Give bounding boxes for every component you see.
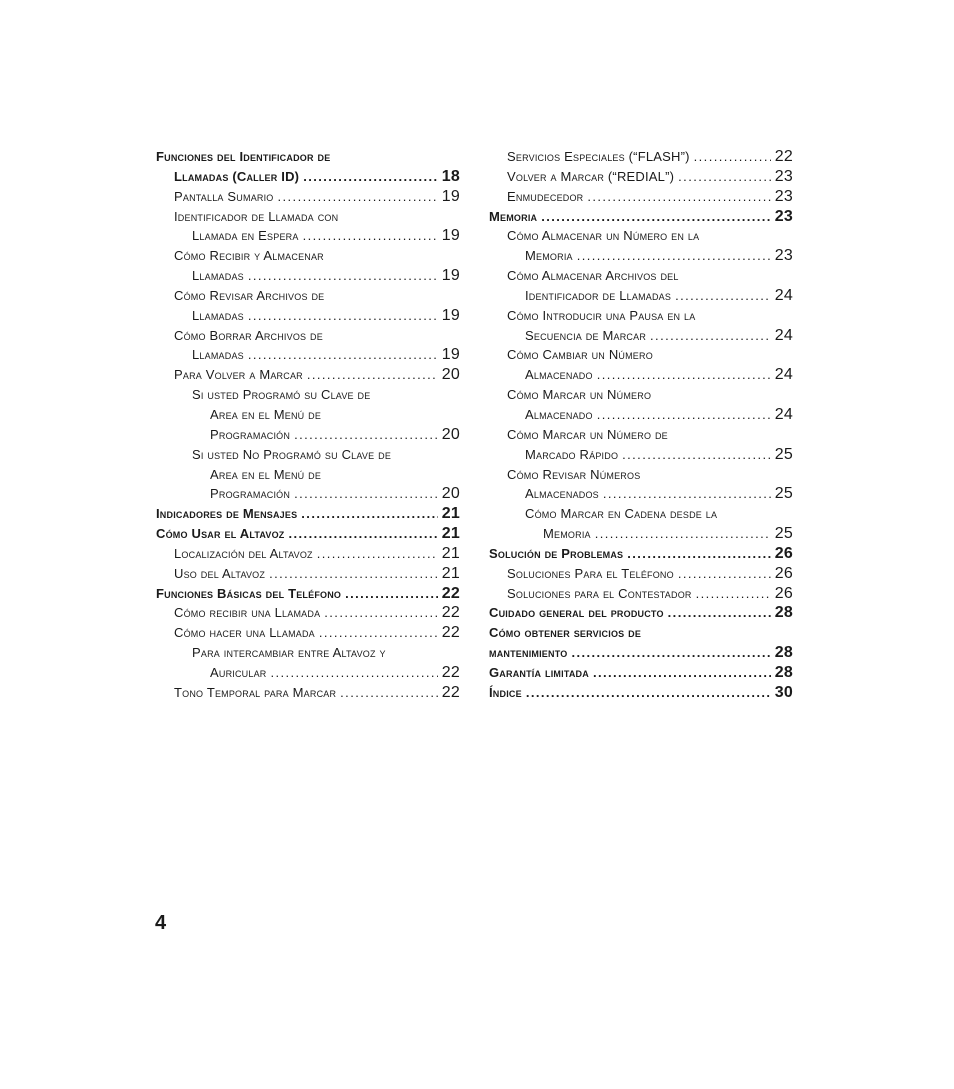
toc-page-number: 20	[441, 425, 460, 443]
toc-entry	[156, 306, 460, 326]
toc-entry	[156, 564, 460, 584]
toc-dot-leader	[340, 683, 438, 703]
toc-page-number: 22	[441, 683, 460, 701]
toc-dot-leader	[294, 484, 438, 504]
toc-entry-title: Enmudecedor	[507, 188, 584, 204]
toc-page-number: 22	[441, 584, 460, 602]
toc-entry-title: Llamada en Espera	[192, 228, 299, 244]
toc-entry-title: Memoria	[489, 208, 538, 224]
toc-entry-title: Cómo Almacenar Archivos del	[507, 268, 679, 284]
toc-entry	[489, 326, 793, 346]
toc-dot-leader	[587, 187, 770, 207]
toc-entry	[489, 147, 793, 167]
toc-page-number: 28	[774, 604, 793, 622]
toc-entry	[489, 623, 793, 643]
toc-page-number: 25	[774, 485, 793, 503]
toc-entry	[489, 306, 793, 326]
toc-entry	[156, 484, 460, 504]
toc-entry	[489, 286, 793, 306]
toc-entry-title: Secuencia de Marcar	[525, 327, 647, 343]
toc-entry-title: Para intercambiar entre Altavoz y	[192, 645, 386, 661]
toc-dot-leader	[603, 484, 771, 504]
toc-entry-title: Cómo Almacenar un Número en la	[507, 228, 700, 244]
toc-entry-title: Llamadas	[192, 347, 244, 363]
toc-entry	[489, 187, 793, 207]
toc-entry	[156, 226, 460, 246]
toc-entry-title: Índice	[489, 684, 522, 700]
toc-entry	[156, 286, 460, 306]
toc-page-number: 18	[441, 167, 460, 185]
toc-entry-title: Cómo Marcar un Número	[507, 387, 652, 403]
toc-entry	[489, 643, 793, 663]
toc-entry-title: Cómo Revisar Números	[507, 466, 641, 482]
toc-entry-title: Pantalla Sumario	[174, 188, 274, 204]
toc-entry-title: Cómo Usar el Altavoz	[156, 526, 285, 542]
toc-entry-title: Cuidado general del producto	[489, 605, 664, 621]
toc-dot-leader	[675, 286, 771, 306]
toc-page-number: 24	[774, 326, 793, 344]
toc-entry	[156, 504, 460, 524]
toc-entry	[489, 524, 793, 544]
toc-dot-leader	[622, 445, 771, 465]
toc-entry	[489, 385, 793, 405]
toc-entry	[156, 603, 460, 623]
toc-left-column	[156, 147, 460, 703]
toc-dot-leader	[289, 524, 438, 544]
toc-entry	[489, 544, 793, 564]
toc-dot-leader	[597, 365, 771, 385]
toc-entry	[489, 663, 793, 683]
toc-entry	[156, 246, 460, 266]
toc-entry	[489, 425, 793, 445]
toc-entry	[489, 167, 793, 187]
toc-entry-title: Memoria	[543, 526, 591, 542]
toc-page-number: 20	[441, 366, 460, 384]
toc-entry	[156, 326, 460, 346]
toc-page-number: 23	[774, 187, 793, 205]
toc-entry	[156, 365, 460, 385]
toc-dot-leader	[668, 603, 771, 623]
toc-entry	[489, 584, 793, 604]
toc-entry-title: Cómo Cambiar un Número	[507, 347, 653, 363]
toc-page-number: 30	[774, 683, 793, 701]
toc-entry-title: Memoria	[525, 248, 573, 264]
toc-dot-leader	[694, 147, 771, 167]
toc-entry-title: Volver a Marcar (“REDIAL”)	[507, 168, 675, 184]
toc-dot-leader	[294, 425, 438, 445]
toc-dot-leader	[301, 504, 438, 524]
toc-page-number: 22	[441, 624, 460, 642]
toc-dot-leader	[541, 207, 771, 227]
toc-entry	[156, 465, 460, 485]
toc-dot-leader	[319, 623, 438, 643]
toc-entry	[489, 465, 793, 485]
toc-entry-title: Marcado Rápido	[525, 446, 619, 462]
toc-page-number: 19	[441, 187, 460, 205]
toc-dot-leader	[597, 405, 771, 425]
toc-page-number: 28	[774, 644, 793, 662]
toc-entry-title: Cómo obtener servicios de	[489, 625, 642, 641]
toc-entry-title: Para Volver a Marcar	[174, 367, 303, 383]
toc-page-number: 25	[774, 525, 793, 543]
toc-page-number: 26	[774, 564, 793, 582]
toc-entry	[156, 266, 460, 286]
toc-entry-title: Cómo Marcar un Número de	[507, 426, 668, 442]
toc-entry	[156, 663, 460, 683]
toc-entry	[156, 584, 460, 604]
toc-entry	[489, 345, 793, 365]
toc-entry	[156, 445, 460, 465]
toc-entry-title: Identificador de Llamadas	[525, 287, 672, 303]
toc-dot-leader	[696, 584, 771, 604]
toc-entry-title: Programación	[210, 486, 291, 502]
toc-entry-title: Indicadores de Mensajes	[156, 506, 298, 522]
toc-entry-title: mantenimiento	[489, 645, 568, 661]
toc-entry	[489, 365, 793, 385]
toc-entry-title: Si usted No Programó su Clave de	[192, 446, 392, 462]
toc-page-number: 19	[441, 227, 460, 245]
toc-entry-title: Tono Temporal para Marcar	[174, 684, 337, 700]
toc-page-number: 22	[774, 148, 793, 165]
toc-page-number: 23	[774, 207, 793, 225]
toc-dot-leader	[248, 266, 438, 286]
toc-entry-title: Solución de Problemas	[489, 545, 624, 561]
toc-entry-title: Localización del Altavoz	[174, 545, 313, 561]
toc-entry-title: Cómo hacer una Llamada	[174, 625, 315, 641]
toc-page-number: 21	[441, 505, 460, 523]
toc-entry-title: Auricular	[210, 664, 267, 680]
toc-entry-title: Cómo Introducir una Pausa en la	[507, 307, 696, 323]
toc-entry	[489, 603, 793, 623]
toc-entry	[156, 405, 460, 425]
toc-dot-leader	[317, 544, 438, 564]
toc-entry-title: Almacenado	[525, 406, 593, 422]
toc-page-number: 25	[774, 445, 793, 463]
toc-entry	[156, 345, 460, 365]
toc-entry	[489, 405, 793, 425]
toc-dot-leader	[248, 306, 438, 326]
toc-dot-leader	[248, 345, 438, 365]
toc-dot-leader	[307, 365, 438, 385]
toc-entry	[489, 207, 793, 227]
toc-entry-title: Area en el Menú de	[210, 406, 322, 422]
toc-dot-leader	[269, 564, 438, 584]
toc-dot-leader	[345, 584, 438, 604]
toc-entry	[489, 226, 793, 246]
toc-entry-title: Llamadas	[192, 307, 244, 323]
toc-entry	[156, 524, 460, 544]
toc-dot-leader	[303, 226, 438, 246]
toc-page-number: 21	[441, 544, 460, 562]
toc-entry	[489, 564, 793, 584]
toc-entry-title: Almacenados	[525, 486, 599, 502]
toc-dot-leader	[593, 663, 771, 683]
toc-entry-title: Garantía limitada	[489, 664, 589, 680]
toc-entry	[156, 683, 460, 703]
toc-dot-leader	[650, 326, 771, 346]
page-number: 4	[155, 912, 167, 934]
toc-entry-title: Cómo Borrar Archivos de	[174, 327, 323, 343]
toc-page-number: 24	[774, 286, 793, 304]
toc-entry-title: Si usted Programó su Clave de	[192, 387, 371, 403]
toc-entry-title: Cómo Marcar en Cadena desde la	[525, 506, 718, 522]
toc-entry-title: Llamadas	[192, 268, 244, 284]
toc-page-number: 21	[441, 525, 460, 543]
toc-entry	[489, 445, 793, 465]
toc-dot-leader	[627, 544, 771, 564]
toc-page-number: 24	[774, 405, 793, 423]
toc-dot-leader	[278, 187, 438, 207]
toc-dot-leader	[595, 524, 771, 544]
toc-entry	[489, 246, 793, 266]
toc-page-number: 19	[441, 306, 460, 324]
toc-entry-title: Area en el Menú de	[210, 466, 322, 482]
toc-entry	[156, 385, 460, 405]
toc-page-number: 24	[774, 366, 793, 384]
toc-dot-leader	[577, 246, 771, 266]
toc-dot-leader	[526, 683, 771, 703]
toc-page-number: 20	[441, 485, 460, 503]
toc-entry-title: Cómo Revisar Archivos de	[174, 287, 325, 303]
toc-page-number: 28	[774, 663, 793, 681]
toc-entry-title: Funciones Básicas del Teléfono	[156, 585, 342, 601]
toc-entry-title: Identificador de Llamada con	[174, 208, 339, 224]
toc-entry	[156, 544, 460, 564]
toc-page-number: 23	[774, 167, 793, 185]
toc-entry-title: Programación	[210, 426, 291, 442]
toc-entry	[489, 484, 793, 504]
toc-entry	[156, 425, 460, 445]
toc-entry	[489, 266, 793, 286]
toc-page-number: 19	[441, 346, 460, 364]
toc-entry	[156, 187, 460, 207]
toc-page-number: 23	[774, 247, 793, 265]
toc-entry-title: Cómo Recibir y Almacenar	[174, 248, 324, 264]
toc-entry-title: Servicios Especiales (“FLASH”)	[507, 149, 690, 164]
toc-page-number: 26	[774, 584, 793, 602]
toc-dot-leader	[678, 564, 771, 584]
toc-entry-title: Funciones del Identificador de	[156, 149, 331, 164]
toc-entry	[156, 147, 460, 167]
toc-page-number: 22	[441, 663, 460, 681]
toc-entry	[489, 683, 793, 703]
toc-right-column	[489, 147, 793, 703]
toc-entry	[156, 167, 460, 187]
toc-entry	[156, 207, 460, 227]
toc-entry-title: Soluciones Para el Teléfono	[507, 565, 674, 581]
toc-entry-title: Almacenado	[525, 367, 593, 383]
toc-entry-title: Uso del Altavoz	[174, 565, 266, 581]
toc-dot-leader	[571, 643, 770, 663]
toc-dot-leader	[678, 167, 771, 187]
toc-dot-leader	[303, 167, 438, 187]
toc-page-number: 26	[774, 544, 793, 562]
toc-entry-title: Llamadas (Caller ID)	[174, 168, 300, 184]
toc-page-number: 21	[441, 564, 460, 582]
toc-dot-leader	[270, 663, 437, 683]
toc-entry	[489, 504, 793, 524]
toc-page-number: 19	[441, 267, 460, 285]
toc-dot-leader	[324, 603, 438, 623]
toc-entry-title: Cómo recibir una Llamada	[174, 605, 321, 621]
toc-page-number: 22	[441, 604, 460, 622]
toc-entry-title: Soluciones para el Contestador	[507, 585, 692, 601]
toc-entry	[156, 623, 460, 643]
toc-entry	[156, 643, 460, 663]
